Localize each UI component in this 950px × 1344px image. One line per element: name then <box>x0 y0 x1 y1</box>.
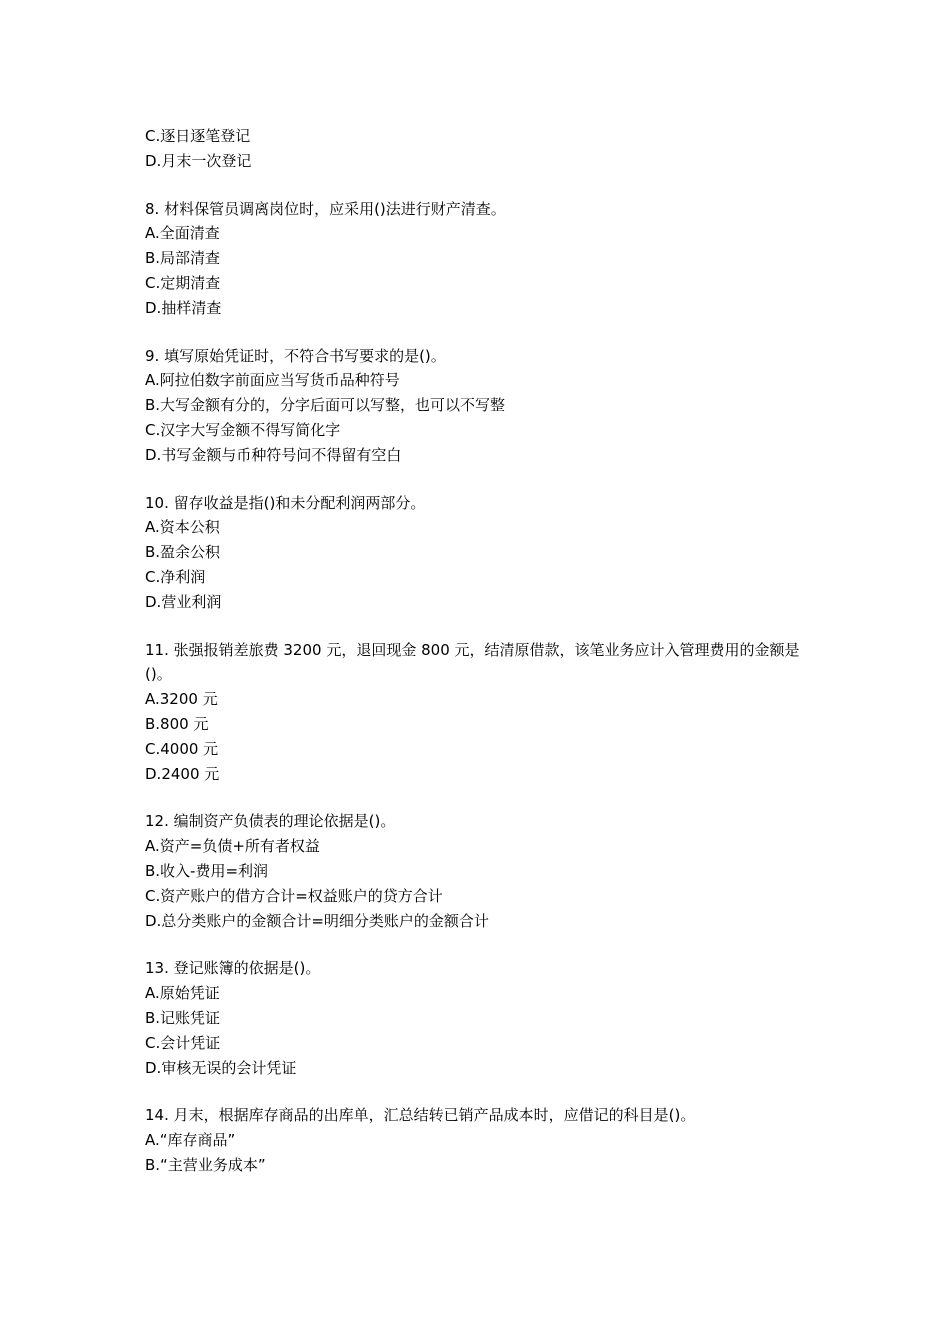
option-c: C.逐日逐笔登记 <box>145 127 251 145</box>
option-a: A.3200 元 <box>145 690 218 709</box>
option-c: C.资产账户的借方合计=权益账户的贷方合计 <box>145 886 443 905</box>
option-d: D.书写金额与币种符号问不得留有空白 <box>145 445 402 464</box>
option-d: D.审核无误的会计凭证 <box>145 1058 297 1077</box>
option-d: D.总分类账户的金额合计=明细分类账户的金额合计 <box>145 911 489 930</box>
option-a: A.全面清查 <box>145 224 220 243</box>
question-stem: 10. 留存收益是指()和未分配利润两部分。 <box>145 493 426 512</box>
option-d: D.营业利润 <box>145 592 222 611</box>
question-13 <box>145 956 815 1080</box>
question-stem: 14. 月末，根据库存商品的出库单，汇总结转已销产品成本时，应借记的科目是()。 <box>145 1106 696 1125</box>
question-8 <box>145 197 815 321</box>
question-10 <box>145 491 815 615</box>
option-a: A.阿拉伯数字前面应当写货币品种符号 <box>145 371 400 390</box>
question-stem: 13. 登记账簿的依据是()。 <box>145 959 321 978</box>
option-a: A.原始凭证 <box>145 984 220 1003</box>
question-stem: 12. 编制资产负债表的理论依据是()。 <box>145 812 396 831</box>
question-stem: 9. 填写原始凭证时，不符合书写要求的是()。 <box>145 346 446 365</box>
question-9 <box>145 344 815 468</box>
option-b: B.局部清查 <box>145 249 221 268</box>
question-12 <box>145 809 815 933</box>
option-c: C.净利润 <box>145 567 206 586</box>
option-a: A.“库存商品” <box>145 1131 236 1150</box>
option-b: B.800 元 <box>145 714 209 733</box>
option-b: B.收入-费用=利润 <box>145 861 269 880</box>
option-c: C.定期清查 <box>145 273 221 292</box>
option-d: D.抽样清查 <box>145 298 222 317</box>
option-c: C.4000 元 <box>145 739 219 758</box>
option-b: B.“主营业务成本” <box>145 1155 266 1174</box>
option-a: A.资产=负债+所有者权益 <box>145 837 320 856</box>
option-b: B.盈余公积 <box>145 543 221 562</box>
question-11 <box>145 638 815 787</box>
question-14 <box>145 1103 815 1177</box>
option-b: B.记账凭证 <box>145 1008 221 1027</box>
question-stem: 8. 材料保管员调离岗位时，应采用()法进行财产清查。 <box>145 199 506 218</box>
leading-options <box>145 124 815 174</box>
option-d: D.月末一次登记 <box>145 151 252 170</box>
question-stem: 11. 张强报销差旅费 3200 元，退回现金 800 元，结清原借款，该笔业务应计入管理费用的金额是()。 <box>145 640 800 684</box>
option-b: B.大写金额有分的，分字后面可以写整，也可以不写整 <box>145 396 506 415</box>
option-c: C.汉字大写金额不得写简化字 <box>145 420 341 439</box>
option-d: D.2400 元 <box>145 764 220 783</box>
option-a: A.资本公积 <box>145 518 220 537</box>
document-content <box>145 124 815 1178</box>
option-c: C.会计凭证 <box>145 1033 221 1052</box>
